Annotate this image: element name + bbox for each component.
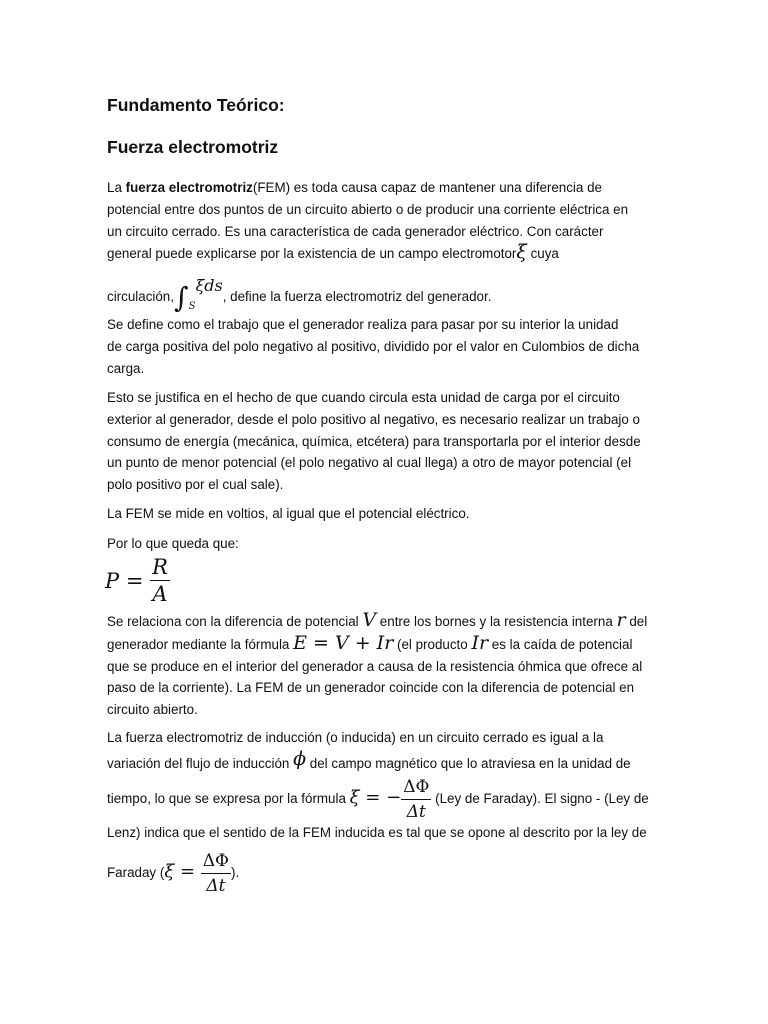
integrand: ξds xyxy=(195,276,223,296)
p6-line1-mid: entre los bornes y la resistencia interna xyxy=(376,614,617,629)
symbol-phi: ϕ xyxy=(293,747,307,770)
symbol-r: r xyxy=(616,609,626,631)
p1-line5-text: circulación, xyxy=(107,289,174,305)
p7-line5-text: Faraday ( xyxy=(107,865,165,881)
p3-line4: un punto de menor potencial (el polo negativo al cual llega) a otro de mayor potencial (el xyxy=(107,455,632,471)
paragraph-induction xyxy=(107,727,659,896)
p7-line4: Lenz) indica que el sentido de la FEM inducida es tal que se opone al descrito por la ley de xyxy=(107,824,647,840)
p1-line2: potencial entre dos puntos de un circuito abierto o de producir una corriente eléctrica en xyxy=(107,201,629,217)
section-heading: Fundamento Teórico: xyxy=(107,95,285,115)
paragraph-units xyxy=(107,503,659,525)
symbol-V: V xyxy=(362,609,377,631)
p6-line2-after: es la caída de potencial xyxy=(488,636,633,652)
p6-line1-text: Se relaciona con la diferencia de potencial xyxy=(107,614,363,629)
p1-line5-after: , define la fuerza electromotriz del generador. xyxy=(222,289,492,305)
p2-line3: carga. xyxy=(107,360,145,376)
p4-line1: La FEM se mide en voltios, al igual que el potencial eléctrico. xyxy=(107,506,470,521)
p1-line3: un circuito cerrado. Es una característica de cada generador eléctrico. Con carácter xyxy=(107,223,604,239)
formula-faraday-denominator: Δt xyxy=(406,801,426,822)
subsection-heading: Fuerza electromotriz xyxy=(107,137,279,157)
p1-line1 xyxy=(107,177,659,199)
p7-line1: La fuerza electromotriz de inducción (o inducida) en un circuito cerrado es igual a la xyxy=(107,730,604,745)
formula-power xyxy=(105,556,170,605)
p7-line3 xyxy=(107,777,659,822)
p6-line2-text: generador mediante la fórmula xyxy=(107,636,294,652)
p7-line3-after: (Ley de Faraday). El signo - (Ley de xyxy=(431,790,649,806)
formula-faraday-fraction xyxy=(401,777,431,822)
p1-prefix: La xyxy=(107,180,126,195)
p6-line2 xyxy=(107,633,659,656)
p7-line2 xyxy=(107,749,659,775)
p6-line3: que se produce en el interior del generador a causa de la resistencia óhmica que ofrece al xyxy=(107,658,643,674)
integral-subscript: S xyxy=(188,301,196,313)
p3-line5: polo positivo por el cual sale). xyxy=(107,477,284,493)
integral-symbol: ∫ xyxy=(173,281,189,315)
formula-p-fraction xyxy=(150,556,170,605)
p1-line4 xyxy=(107,242,659,265)
formula-p-equals: = xyxy=(119,568,151,593)
formula-faraday-numerator: ΔΦ xyxy=(401,777,431,800)
p7-line5-after: ). xyxy=(230,865,240,881)
p1-line4-text: general puede explicarse por la existencia de un campo electromotor xyxy=(107,246,517,262)
formula-p-lhs: P xyxy=(105,568,120,593)
formula-faraday-lhs: ξ = − xyxy=(349,786,402,808)
paragraph-work-definition xyxy=(107,314,659,379)
symbol-Ir: Ir xyxy=(471,631,489,654)
p7-line5 xyxy=(107,851,659,896)
p1-line5 xyxy=(107,275,659,318)
formula-p-numerator: R xyxy=(152,555,168,579)
p2-line2: de carga positiva del polo negativo al positivo, dividido por el valor en Culombios de dicha xyxy=(107,338,640,354)
paragraph-definition xyxy=(107,177,659,318)
formula-p-denominator: A xyxy=(152,582,168,606)
paragraph-por-lo-que xyxy=(107,533,659,555)
p1-line4-after: cuya xyxy=(526,246,559,262)
p6-line1-after: del xyxy=(625,614,648,629)
p7-line2-after: del campo magnético que lo atraviesa en la unidad de xyxy=(306,755,631,771)
p2-line1: Se define como el trabajo que el generador realiza para pasar por su interior la unidad xyxy=(107,317,619,332)
paragraph-relation xyxy=(107,610,659,721)
p1-line1-rest: (FEM) es toda causa capaz de mantener una diferencia de xyxy=(252,180,602,195)
formula-faraday2-denominator: Δt xyxy=(206,876,226,897)
paragraph-justification xyxy=(107,387,659,496)
p6-line4: paso de la corriente). La FEM de un generador coincide con la diferencia de potencial en xyxy=(107,680,635,696)
formula-faraday2-fraction xyxy=(201,851,231,896)
formula-faraday2-lhs: ξ = xyxy=(164,861,201,883)
p3-line2: exterior al generador, desde el polo positivo al negativo, es necesario realizar un trabajo o xyxy=(107,411,640,427)
term-fuerza-electromotriz: fuerza electromotriz xyxy=(125,180,253,195)
xi-symbol: ξ xyxy=(516,241,527,264)
p7-line3-text: tiempo, lo que se expresa por la fórmula xyxy=(107,790,350,806)
formula-e-v-ir: E = V + Ir xyxy=(293,631,394,654)
p6-line2-mid: (el producto xyxy=(393,636,472,652)
p3-line1: Esto se justifica en el hecho de que cuando circula esta unidad de carga por el circuito xyxy=(107,390,620,405)
p5-line1: Por lo que queda que: xyxy=(107,536,239,551)
p3-line3: consumo de energía (mecánica, química, etcétera) para transportarla por el interior desde xyxy=(107,433,641,449)
p7-line2-text: variación del flujo de inducción xyxy=(107,755,294,771)
formula-faraday2-numerator: ΔΦ xyxy=(201,851,231,874)
p6-line1 xyxy=(107,610,659,633)
p6-line5: circuito abierto. xyxy=(107,702,198,718)
